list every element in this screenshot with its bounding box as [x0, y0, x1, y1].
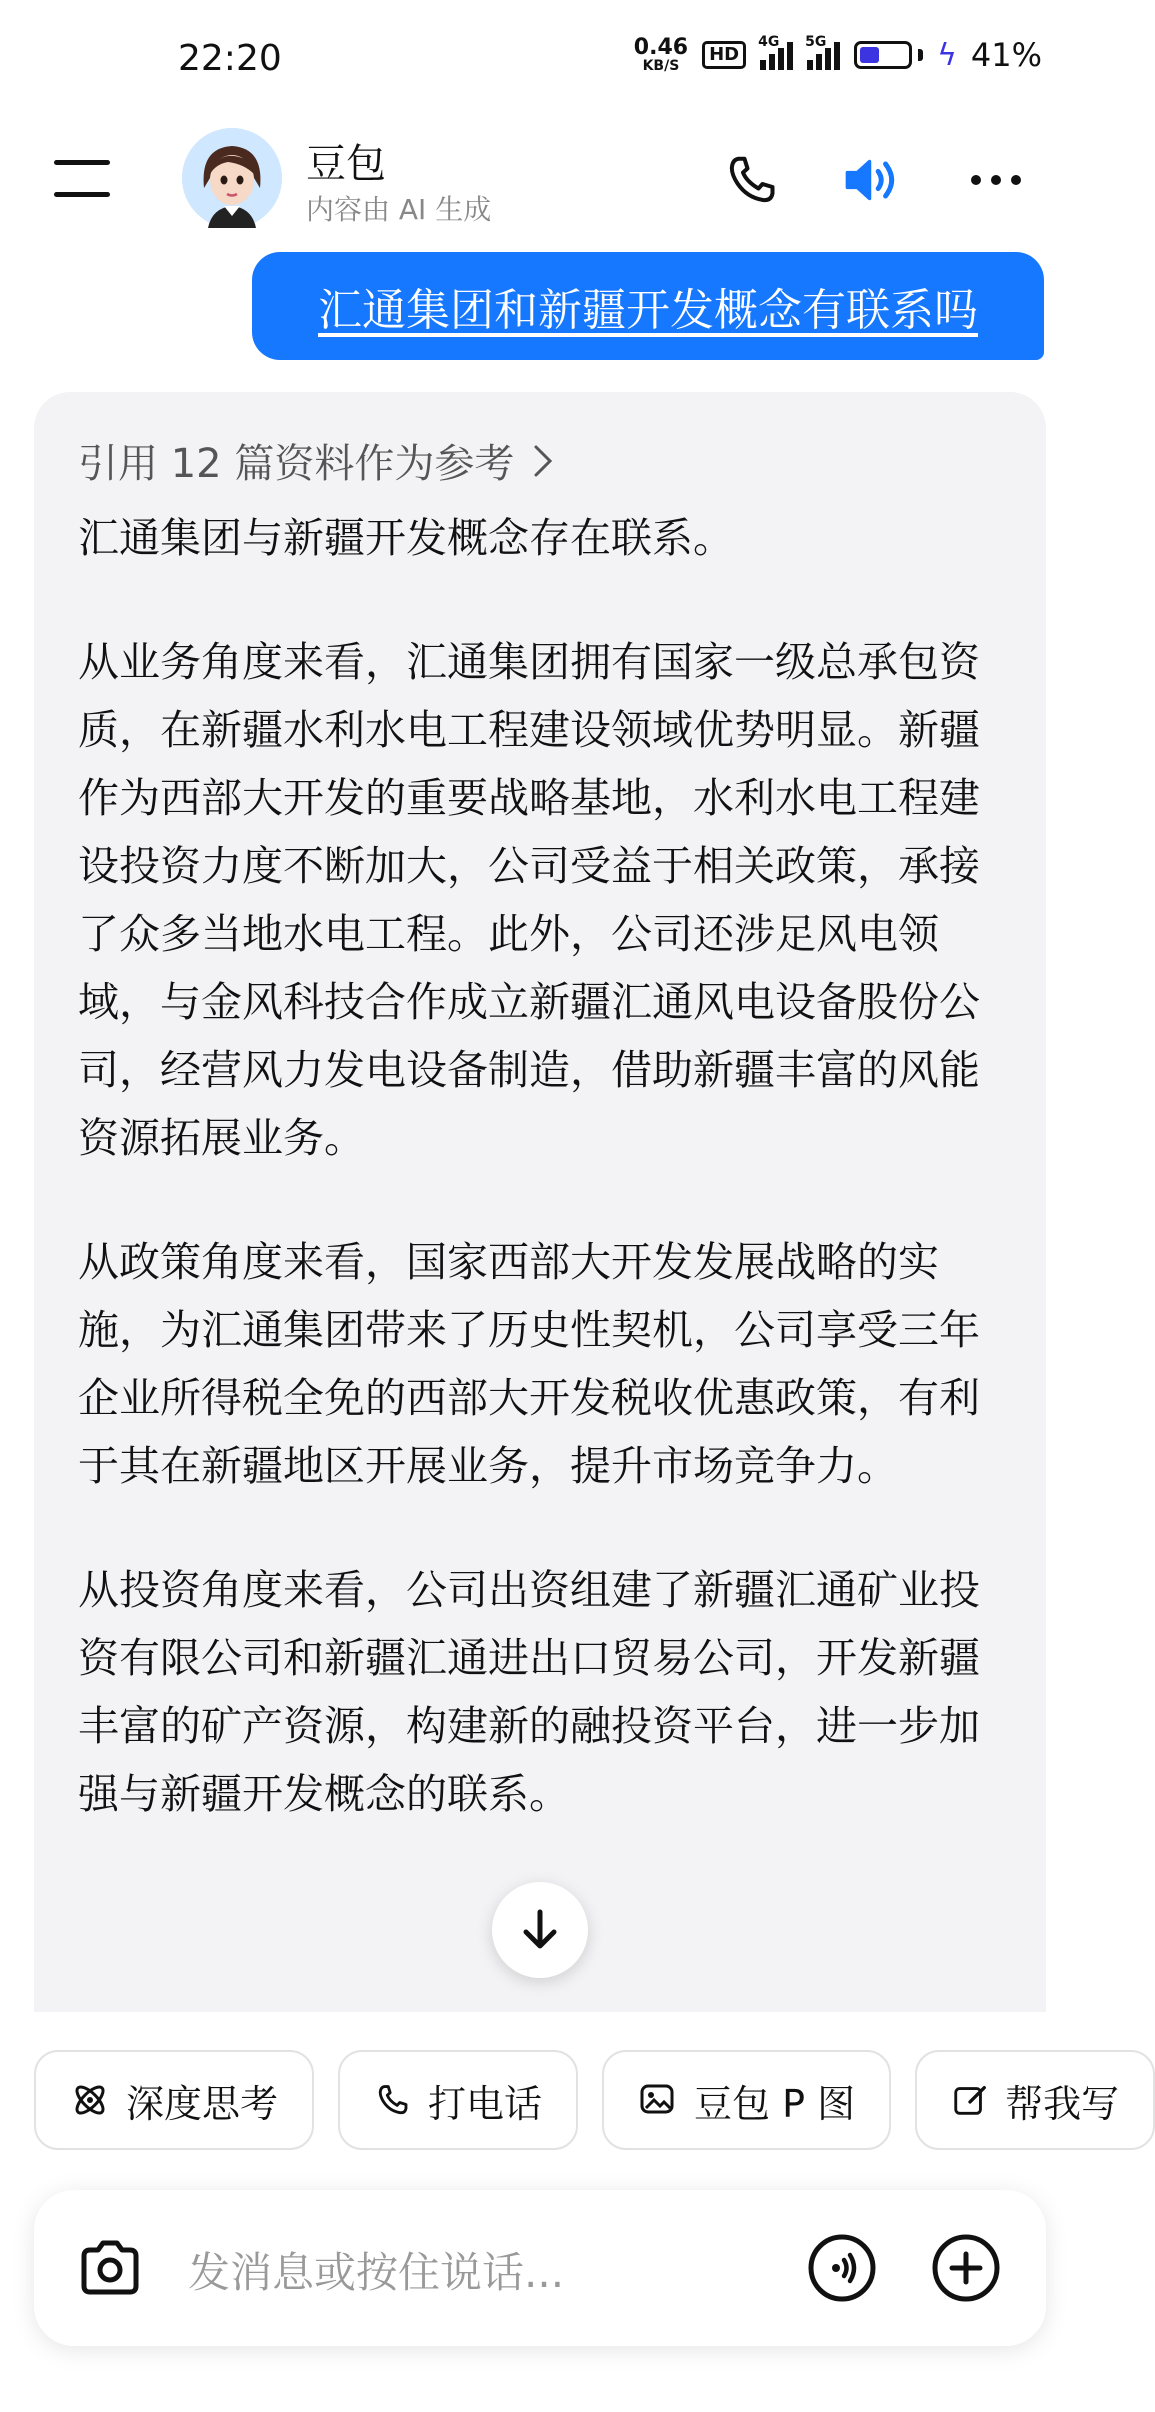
- answer-paragraph: 从投资角度来看，公司出资组建了新疆汇通矿业投资有限公司和新疆汇通进出口贸易公司，开发新疆丰富的矿产资源，构建新的融投资平台，进一步加强与新疆开发概念的联系。: [78, 1566, 980, 1818]
- references-link[interactable]: [78, 432, 554, 489]
- signal-5g-icon: [805, 34, 840, 70]
- battery-percent: 41%: [970, 36, 1042, 74]
- menu-icon[interactable]: [54, 160, 110, 200]
- atom-icon: [70, 2080, 110, 2120]
- chat-header: [0, 120, 1080, 240]
- edit-icon: [951, 2081, 989, 2119]
- sim1-label: 4G: [758, 34, 780, 50]
- answer-paragraph: 从业务角度来看，汇通集团拥有国家一级总承包资质，在新疆水利水电工程建设领域优势明显。新疆作为西部大开发的重要战略基地，水利水电工程建设投资力度不断加大，公司受益于相关政策，承接了众多当地水电工程。此外，公司还涉足风电领域，与金风科技合作成立新疆汇通风电设备股份公司，经营风力发电设备制造，借助新疆丰富的风能资源拓展业务。: [78, 638, 980, 1162]
- bot-subtitle: 内容由 AI 生成: [306, 193, 492, 226]
- chip-label: 帮我写: [1005, 2081, 1120, 2126]
- signal-4g-icon: [758, 34, 793, 70]
- chip-label: 打电话: [428, 2081, 543, 2126]
- more-icon[interactable]: [966, 150, 1026, 210]
- quick-actions: [34, 2050, 1155, 2154]
- voice-input-icon[interactable]: [806, 2232, 878, 2304]
- plus-icon[interactable]: [930, 2232, 1002, 2304]
- speaker-icon[interactable]: [840, 150, 900, 210]
- scroll-down-button[interactable]: [492, 1882, 588, 1978]
- answer-paragraph: 汇通集团与新疆开发概念存在联系。: [78, 514, 734, 562]
- hd-icon: HD: [702, 41, 746, 69]
- charging-icon: ϟ: [937, 37, 957, 73]
- status-time: 22:20: [178, 38, 282, 79]
- arrow-down-icon: [520, 1908, 560, 1952]
- status-icons: [634, 36, 1042, 74]
- chip-deep-think[interactable]: [34, 2050, 314, 2150]
- net-speed: [634, 37, 688, 73]
- net-speed-value: 0.46: [633, 35, 689, 60]
- message-input-bar: [34, 2190, 1046, 2346]
- battery-icon: [854, 41, 923, 69]
- bot-name: 豆包: [306, 141, 386, 187]
- references-label: 引用 12 篇资料作为参考: [78, 441, 515, 487]
- assistant-answer-card: [34, 392, 1046, 2012]
- image-edit-icon: [638, 2080, 678, 2120]
- message-input[interactable]: 发消息或按住说话...: [188, 2248, 565, 2297]
- chip-label: 深度思考: [126, 2081, 279, 2126]
- chip-image-edit[interactable]: [602, 2050, 891, 2150]
- chevron-right-icon: [532, 443, 554, 479]
- net-speed-unit: KB/S: [642, 58, 680, 74]
- status-bar: [0, 0, 1080, 120]
- answer-paragraph: 从政策角度来看，国家西部大开发发展战略的实施，为汇通集团带来了历史性契机，公司享受三年企业所得税全免的西部大开发税收优惠政策，有利于其在新疆地区开展业务，提升市场竞争力。: [78, 1238, 980, 1490]
- phone-icon: [374, 2081, 412, 2119]
- phone-icon[interactable]: [722, 150, 782, 210]
- sim2-label: 5G: [805, 34, 827, 50]
- camera-icon[interactable]: [74, 2232, 146, 2304]
- avatar[interactable]: [182, 128, 282, 228]
- answer-text: [78, 504, 1008, 1884]
- chip-call[interactable]: [338, 2050, 578, 2150]
- user-message-bubble[interactable]: 汇通集团和新疆开发概念有联系吗: [252, 252, 1044, 360]
- chip-label: 豆包 P 图: [694, 2081, 856, 2126]
- chip-write[interactable]: [915, 2050, 1155, 2150]
